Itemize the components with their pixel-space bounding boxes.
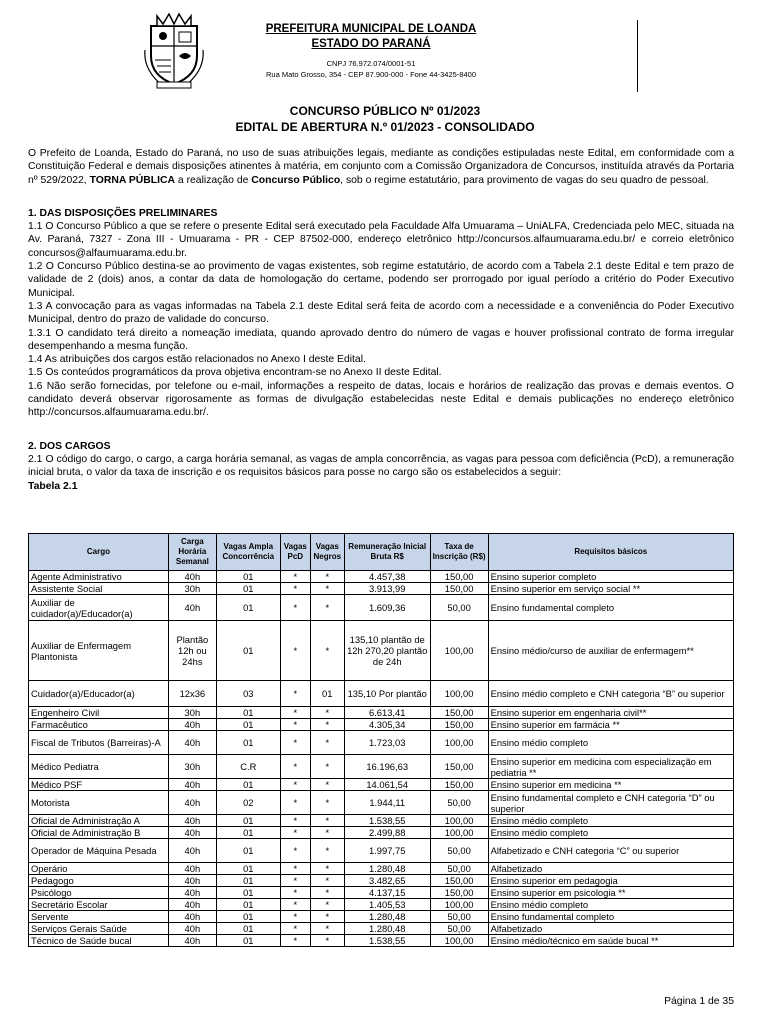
table-cell: * xyxy=(310,707,344,719)
table-header-row xyxy=(29,534,734,571)
table-cell: 4.305,34 xyxy=(344,719,430,731)
table-cell: Alfabetizado xyxy=(488,863,733,875)
header-cell: Vagas Negros xyxy=(310,534,344,571)
table-cell: * xyxy=(280,815,310,827)
table-cell: 100,00 xyxy=(430,621,488,681)
table-cell: 01 xyxy=(216,571,280,583)
document-title xyxy=(0,103,770,135)
paragraph-1-3: 1.3 A convocação para as vagas informadas na Tabela 2.1 deste Edital será feita de acordo com a necessidade e a conveniência do Poder Executivo Municipal, dentro do prazo de validade do concurso. xyxy=(28,300,734,326)
table-cell: 1.723,03 xyxy=(344,731,430,755)
header-cell: Vagas Ampla Concorrência xyxy=(216,534,280,571)
table-cell: * xyxy=(310,935,344,947)
table-cell: * xyxy=(310,875,344,887)
table-row xyxy=(29,571,734,583)
table-cell: 01 xyxy=(310,681,344,707)
table-cell: 02 xyxy=(216,791,280,815)
table-cell: 4.137,15 xyxy=(344,887,430,899)
table-cell: Ensino superior em engenharia civil** xyxy=(488,707,733,719)
table-cell: Motorista xyxy=(29,791,169,815)
table-cell: Ensino superior em medicina com especialização em pediatria ** xyxy=(488,755,733,779)
table-cell: 150,00 xyxy=(430,875,488,887)
table-row xyxy=(29,887,734,899)
table-cell: * xyxy=(280,779,310,791)
table-cell: 01 xyxy=(216,911,280,923)
table-cell: 3.482,65 xyxy=(344,875,430,887)
table-cell: Auxiliar de Enfermagem Plantonista xyxy=(29,621,169,681)
table-cell: * xyxy=(310,899,344,911)
table-row xyxy=(29,827,734,839)
table-cell: 1.944,11 xyxy=(344,791,430,815)
table-cell: 40h xyxy=(168,827,216,839)
table-row xyxy=(29,731,734,755)
table-cell: Ensino médio completo xyxy=(488,827,733,839)
table-cell: 135,10 Por plantão xyxy=(344,681,430,707)
table-cell: Ensino médio completo xyxy=(488,815,733,827)
table-cell: Operador de Máquina Pesada xyxy=(29,839,169,863)
table-cell: Engenheiro Civil xyxy=(29,707,169,719)
table-cell: Cuidador(a)/Educador(a) xyxy=(29,681,169,707)
table-cell: 50,00 xyxy=(430,911,488,923)
table-cell: * xyxy=(280,911,310,923)
table-row xyxy=(29,707,734,719)
table-cell: Ensino médio/curso de auxiliar de enfermagem** xyxy=(488,621,733,681)
table-cell: Médico PSF xyxy=(29,779,169,791)
table-cell: 100,00 xyxy=(430,827,488,839)
table-cell: 150,00 xyxy=(430,571,488,583)
table-cell: Ensino fundamental completo e CNH categoria “D” ou superior xyxy=(488,791,733,815)
table-cell: * xyxy=(280,875,310,887)
section-2-title: 2. DOS CARGOS xyxy=(28,440,111,452)
table-cell: 01 xyxy=(216,887,280,899)
table-cell: * xyxy=(310,923,344,935)
table-cell: 1.609,36 xyxy=(344,595,430,621)
table-cell: 100,00 xyxy=(430,681,488,707)
table-cell: Farmacêutico xyxy=(29,719,169,731)
table-cell: * xyxy=(310,719,344,731)
table-row xyxy=(29,583,734,595)
paragraph-1-1: 1.1 O Concurso Público a que se refere o presente Edital será executado pela Faculdade Alfa Umuarama – UniALFA, Credenciada pelo MEC, situada na Av. Paraná, 7327 - Zona III - Umuarama - PR - CEP 87502-000, endereço eletrônico http://concursos.alfaumuarama.edu.br/ e correio eletrônico concursos@alfaumuarama.edu.br. xyxy=(28,221,734,259)
table-cell: Ensino superior em medicina ** xyxy=(488,779,733,791)
table-cell: Ensino fundamental completo xyxy=(488,911,733,923)
table-cell: 1.280,48 xyxy=(344,923,430,935)
table-cell: 1.280,48 xyxy=(344,863,430,875)
table-cell: 01 xyxy=(216,863,280,875)
table-cell: 150,00 xyxy=(430,719,488,731)
table-cell: 03 xyxy=(216,681,280,707)
table-cell: 12x36 xyxy=(168,681,216,707)
table-cell: 14.061,54 xyxy=(344,779,430,791)
table-cell: Médico Pediatra xyxy=(29,755,169,779)
header-cell: Requisitos básicos xyxy=(488,534,733,571)
table-cell: 3.913,99 xyxy=(344,583,430,595)
table-row xyxy=(29,755,734,779)
header-cell: Vagas PcD xyxy=(280,534,310,571)
table-row xyxy=(29,621,734,681)
table-cell: 6.613,41 xyxy=(344,707,430,719)
table-cell: * xyxy=(280,839,310,863)
table-cell: * xyxy=(310,571,344,583)
table-cell: 1.405,53 xyxy=(344,899,430,911)
table-cell: * xyxy=(280,707,310,719)
table-cell: Alfabetizado xyxy=(488,923,733,935)
table-cell: * xyxy=(310,827,344,839)
table-cell: 16.196,63 xyxy=(344,755,430,779)
table-cell: 01 xyxy=(216,935,280,947)
table-cell: Psicólogo xyxy=(29,887,169,899)
intro-text-e: , sob o regime estatutário, para provimento de vagas do seu quadro de pessoal. xyxy=(340,174,709,186)
table-cell: * xyxy=(310,815,344,827)
table-cell: * xyxy=(310,839,344,863)
table-cell: * xyxy=(280,755,310,779)
table-cell: 40h xyxy=(168,839,216,863)
table-row xyxy=(29,839,734,863)
table-cell: 50,00 xyxy=(430,923,488,935)
table-cell: * xyxy=(280,621,310,681)
table-cell: 01 xyxy=(216,839,280,863)
table-row xyxy=(29,911,734,923)
table-cell: 2.499,88 xyxy=(344,827,430,839)
table-cell: Ensino superior em psicologia ** xyxy=(488,887,733,899)
letterhead-municipality: PREFEITURA MUNICIPAL DE LOANDA xyxy=(265,23,477,35)
table-cell: * xyxy=(310,863,344,875)
table-cell: Operário xyxy=(29,863,169,875)
table-cell: * xyxy=(310,791,344,815)
header-divider xyxy=(637,20,638,92)
letterhead xyxy=(240,22,502,80)
table-cell: 01 xyxy=(216,719,280,731)
intro-text-a: O Prefeito de Loanda, Estado do Paraná, no uso de suas atribuições legais, mediante as condições estipuladas neste Edital, em conformidade com a Constituição Federal e demais disposições atinentes à matéria, em conjunto com a Comissão Organizadora de Concursos, instituída através da Portaria nº 529/2022, xyxy=(28,148,734,186)
table-cell: Ensino superior em farmácia ** xyxy=(488,719,733,731)
table-cell: 01 xyxy=(216,595,280,621)
table-cell: Ensino superior completo xyxy=(488,571,733,583)
table-cell: Alfabetizado e CNH categoria “C” ou superior xyxy=(488,839,733,863)
table-row xyxy=(29,681,734,707)
table-cell: * xyxy=(310,583,344,595)
title-line-2: EDITAL DE ABERTURA N.º 01/2023 - CONSOLIDADO xyxy=(235,120,535,134)
letterhead-cnpj: CNPJ 76.972.074/0001-51 xyxy=(326,59,416,68)
table-cell: * xyxy=(280,595,310,621)
table-cell: 30h xyxy=(168,755,216,779)
table-cell: 40h xyxy=(168,911,216,923)
paragraph-1-4: 1.4 As atribuições dos cargos estão relacionados no Anexo I deste Edital. xyxy=(28,354,366,366)
header-cell: Cargo xyxy=(29,534,169,571)
title-line-1: CONCURSO PÚBLICO Nº 01/2023 xyxy=(289,104,481,118)
table-cell: 01 xyxy=(216,875,280,887)
table-cell: 1.538,55 xyxy=(344,935,430,947)
table-cell: Ensino fundamental completo xyxy=(488,595,733,621)
table-cell: 50,00 xyxy=(430,839,488,863)
table-cell: 30h xyxy=(168,707,216,719)
table-cell: 01 xyxy=(216,707,280,719)
table-row xyxy=(29,719,734,731)
table-cell: 100,00 xyxy=(430,899,488,911)
table-cell: Servente xyxy=(29,911,169,923)
table-cell: 40h xyxy=(168,731,216,755)
table-cell: Plantão 12h ou 24hs xyxy=(168,621,216,681)
table-cell: 4.457,38 xyxy=(344,571,430,583)
table-cell: Ensino médio completo xyxy=(488,731,733,755)
table-cell: 40h xyxy=(168,887,216,899)
table-cell: * xyxy=(280,571,310,583)
table-cell: Técnico de Saúde bucal xyxy=(29,935,169,947)
table-cell: * xyxy=(280,731,310,755)
table-cell: * xyxy=(280,681,310,707)
table-cell: 50,00 xyxy=(430,595,488,621)
table-cell: 01 xyxy=(216,923,280,935)
table-cell: C.R xyxy=(216,755,280,779)
table-row xyxy=(29,779,734,791)
table-cell: * xyxy=(280,887,310,899)
municipal-crest-icon xyxy=(143,10,205,90)
table-cell: 150,00 xyxy=(430,583,488,595)
table-cell: 40h xyxy=(168,899,216,911)
table-cell: Ensino médio/técnico em saúde bucal ** xyxy=(488,935,733,947)
table-cell: * xyxy=(280,791,310,815)
table-cell: * xyxy=(280,863,310,875)
table-cell: 150,00 xyxy=(430,755,488,779)
table-cell: 50,00 xyxy=(430,863,488,875)
table-cell: 1.997,75 xyxy=(344,839,430,863)
paragraph-1-3-1: 1.3.1 O candidato terá direito a nomeação imediata, quando aprovado dentro do número de vagas e houver profissional contrato de forma irregular desempenhando a mesma função. xyxy=(28,327,734,352)
document-body xyxy=(28,147,734,493)
paragraph-1-6: 1.6 Não serão fornecidas, por telefone ou e-mail, informações a respeito de datas, locais e horários de realização das provas e demais eventos. O candidato deverá observar rigorosamente as formas de divulgação estabelecidas neste Edital e demais publicações no endereço eletrônico http://concursos.alfaumuarama.edu.br/. xyxy=(28,380,734,419)
table-cell: 01 xyxy=(216,583,280,595)
table-row xyxy=(29,935,734,947)
page-number: Página 1 de 35 xyxy=(664,996,734,1007)
letterhead-state: ESTADO DO PARANÁ xyxy=(311,38,431,50)
table-cell: 01 xyxy=(216,779,280,791)
table-cell: 01 xyxy=(216,731,280,755)
table-cell: 1.280,48 xyxy=(344,911,430,923)
table-cell: Ensino superior em serviço social ** xyxy=(488,583,733,595)
table-cell: * xyxy=(310,779,344,791)
positions-table xyxy=(28,533,734,947)
table-row xyxy=(29,791,734,815)
table-cell: * xyxy=(280,719,310,731)
table-cell: * xyxy=(280,899,310,911)
header-cell: Taxa de Inscrição (R$) xyxy=(430,534,488,571)
letterhead-address: Rua Mato Grosso, 354 - CEP 87.900-000 - Fone 44-3425-8400 xyxy=(266,70,476,79)
table-cell: * xyxy=(310,755,344,779)
table-cell: 40h xyxy=(168,923,216,935)
table-cell: * xyxy=(280,827,310,839)
table-row xyxy=(29,595,734,621)
table-cell: Ensino médio completo e CNH categoria “B” ou superior xyxy=(488,681,733,707)
table-cell: * xyxy=(310,887,344,899)
table-cell: Oficial de Administração B xyxy=(29,827,169,839)
table-cell: 40h xyxy=(168,571,216,583)
table-cell: 01 xyxy=(216,815,280,827)
section-1-title: 1. DAS DISPOSIÇÕES PRELIMINARES xyxy=(28,207,218,219)
table-cell: Serviços Gerais Saúde xyxy=(29,923,169,935)
table-cell: 135,10 plantão de 12h 270,20 plantão de 24h xyxy=(344,621,430,681)
intro-text-b: TORNA PÚBLICA xyxy=(89,174,176,186)
table-cell: Auxiliar de cuidador(a)/Educador(a) xyxy=(29,595,169,621)
paragraph-2-1: 2.1 O código do cargo, o cargo, a carga horária semanal, as vagas de ampla concorrência, as vagas para pessoa com deficiência (PcD), a remuneração inicial bruta, o valor da taxa de inscrição e os requisitos básicos para posse no cargo são os estabelecidos a seguir: xyxy=(28,453,734,479)
table-cell: Pedagogo xyxy=(29,875,169,887)
intro-text-d: Concurso Público xyxy=(251,174,341,186)
table-row xyxy=(29,923,734,935)
table-cell: 40h xyxy=(168,719,216,731)
table-label: Tabela 2.1 xyxy=(28,480,78,492)
table-cell: 40h xyxy=(168,595,216,621)
table-cell: 50,00 xyxy=(430,791,488,815)
table-cell: * xyxy=(310,911,344,923)
table-cell: Agente Administrativo xyxy=(29,571,169,583)
table-cell: 150,00 xyxy=(430,887,488,899)
table-cell: 40h xyxy=(168,815,216,827)
table-cell: Assistente Social xyxy=(29,583,169,595)
table-cell: * xyxy=(280,935,310,947)
table-cell: 40h xyxy=(168,875,216,887)
paragraph-1-2: 1.2 O Concurso Público destina-se ao provimento de vagas existentes, sob regime estatutário, de acordo com a Tabela 2.1 deste Edital e tem prazo de validade de 2 (dois) anos, a contar da data de homologação do certame, podendo ser prorrogado por igual período a critério do Poder Executivo Municipal. xyxy=(28,261,734,299)
table-cell: 100,00 xyxy=(430,731,488,755)
header-cell: Carga Horária Semanal xyxy=(168,534,216,571)
table-row xyxy=(29,815,734,827)
table-cell: 01 xyxy=(216,899,280,911)
table-cell: Fiscal de Tributos (Barreiras)-A xyxy=(29,731,169,755)
header-cell: Remuneração Inicial Bruta R$ xyxy=(344,534,430,571)
table-cell: 150,00 xyxy=(430,779,488,791)
paragraph-1-5: 1.5 Os conteúdos programáticos da prova objetiva encontram-se no Anexo II deste Edital. xyxy=(28,367,442,379)
table-row xyxy=(29,863,734,875)
table-cell: 100,00 xyxy=(430,815,488,827)
table-cell: Secretário Escolar xyxy=(29,899,169,911)
table-cell: 40h xyxy=(168,863,216,875)
table-cell: 100,00 xyxy=(430,935,488,947)
table-row xyxy=(29,875,734,887)
table-cell: * xyxy=(280,923,310,935)
table-cell: 30h xyxy=(168,583,216,595)
table-cell: Ensino médio completo xyxy=(488,899,733,911)
table-cell: * xyxy=(280,583,310,595)
table-cell: 40h xyxy=(168,935,216,947)
table-cell: * xyxy=(310,621,344,681)
table-cell: 40h xyxy=(168,791,216,815)
intro-paragraph xyxy=(28,147,734,187)
table-cell: Ensino superior em pedagogia xyxy=(488,875,733,887)
table-cell: * xyxy=(310,731,344,755)
table-cell: 150,00 xyxy=(430,707,488,719)
table-cell: 01 xyxy=(216,621,280,681)
table-cell: Oficial de Administração A xyxy=(29,815,169,827)
table-cell: 40h xyxy=(168,779,216,791)
intro-text-c: a realização de xyxy=(175,174,252,186)
table-row xyxy=(29,899,734,911)
table-cell: 1.538,55 xyxy=(344,815,430,827)
table-cell: 01 xyxy=(216,827,280,839)
table-cell: * xyxy=(310,595,344,621)
